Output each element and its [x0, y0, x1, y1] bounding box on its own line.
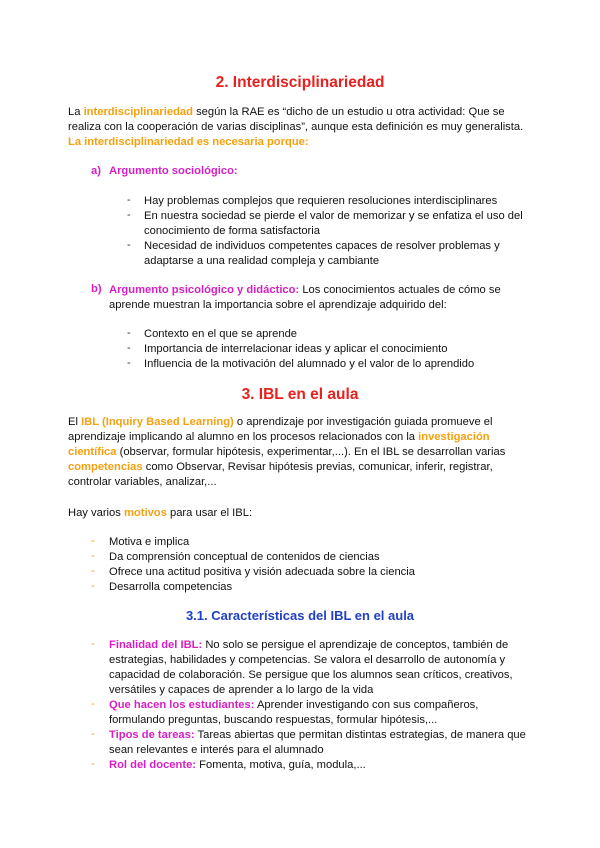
caract-1-line-1: [109, 638, 508, 653]
bullet-dash: -: [91, 550, 95, 562]
ibl-line-3: [68, 445, 505, 460]
intro-pre: La: [68, 106, 84, 118]
b-title: Argumento psicológico y didáctico:: [109, 284, 300, 296]
motivos-pre: Hay varios: [68, 507, 124, 519]
b-line-2: aprende muestran la importancia sobre el aprendizaje adquirido del:: [109, 299, 447, 311]
ibl-term: IBL (Inquiry Based Learning): [81, 416, 234, 428]
bullet-dash: -: [91, 698, 95, 710]
cientifica-term: científica: [68, 446, 117, 458]
a-item-2-line-1: En nuestra sociedad se pierde el valor de memorizar y se enfatiza el uso del: [144, 210, 523, 222]
ibl-line-1: [68, 415, 493, 430]
b-marker: b): [91, 283, 102, 295]
bullet-dash: -: [127, 209, 131, 221]
motivo-4: Desarrolla competencias: [109, 581, 233, 593]
ibl-line-4-rest: como Observar, Revisar hipótesis previas, comunicar, inferir, registrar,: [142, 461, 493, 473]
motivo-2: Da comprensión conceptual de contenidos de ciencias: [109, 551, 380, 563]
intro-rest: según la RAE es “dicho de un estudio u otra actividad: Que se: [192, 106, 505, 118]
motivos-rest: para usar el IBL:: [166, 507, 253, 519]
ibl-pre: El: [68, 416, 82, 428]
finalidad-label: Finalidad del IBL:: [109, 639, 203, 651]
bullet-dash: -: [127, 357, 131, 369]
b-line-1: [109, 283, 501, 298]
section-2-title: 2. Interdisciplinariedad: [215, 74, 385, 91]
motivo-1: Motiva e implica: [109, 536, 190, 548]
motivos-term: motivos: [123, 507, 167, 519]
bullet-dash: -: [91, 535, 95, 547]
ibl-line-5: controlar variables, analizar,...: [68, 476, 217, 488]
ibl-line-2-pre: aprendizaje implicando al alumno en los procesos relacionados con la: [68, 431, 419, 443]
bullet-dash: -: [91, 758, 95, 770]
ibl-line-4: [68, 460, 493, 475]
a-item-2-line-2: conocimiento de forma satisfactoria: [144, 225, 320, 237]
finalidad-text: No solo se persigue el aprendizaje de conceptos, también de: [202, 639, 509, 651]
caract-2-line-2: formulando preguntas, buscando respuestas, formular hipótesis,...: [109, 714, 438, 726]
caract-4-line-1: [109, 758, 366, 773]
a-item-3-line-1: Necesidad de individuos competentes capaces de resolver problemas y: [144, 240, 500, 252]
bullet-dash: -: [91, 638, 95, 650]
section-31-title: 3.1. Características del IBL en el aula: [185, 608, 415, 623]
bullet-dash: -: [127, 194, 131, 206]
intro-line-1: [68, 105, 505, 120]
bullet-dash: -: [127, 342, 131, 354]
docente-text: Fomenta, motiva, guía, modula,...: [196, 759, 366, 771]
a-title: Argumento sociológico:: [109, 165, 238, 177]
b-item-2: Importancia de interrelacionar ideas y aplicar el conocimiento: [144, 343, 448, 355]
bullet-dash: -: [91, 580, 95, 592]
bullet-dash: -: [127, 239, 131, 251]
section-3-title: 3. IBL en el aula: [241, 386, 359, 403]
ibl-line-3-rest: (observar, formular hipótesis, experimentar,...). En el IBL se desarrollan varias: [116, 446, 506, 458]
investigacion-term: investigación: [418, 431, 490, 443]
caract-1-line-4: versátiles y capaces de aprender a lo largo de la vida: [109, 684, 374, 696]
caract-3-line-2: sean relevantes e interés para el alumnado: [109, 744, 324, 756]
estudiantes-text: Aprender investigando con sus compañeros,: [254, 699, 479, 711]
necessary-heading: La interdisciplinariedad es necesaria porque:: [68, 136, 309, 148]
ibl-line-2: [68, 430, 490, 445]
intro-line-2: realiza con la cooperación de varias disciplinas”, aunque esta definición es muy generalista.: [68, 121, 524, 133]
bullet-dash: -: [127, 327, 131, 339]
bullet-dash: -: [91, 728, 95, 740]
bullet-dash: -: [91, 565, 95, 577]
ibl-line-1-rest: o aprendizaje por investigación guiada promueve el: [233, 416, 493, 428]
b-item-1: Contexto en el que se aprende: [144, 328, 298, 340]
tareas-label: Tipos de tareas:: [109, 729, 195, 741]
a-item-3-line-2: adaptarse a una realidad compleja y cambiante: [144, 255, 380, 267]
b-item-3: Influencia de la motivación del alumnado y el valor de lo aprendido: [144, 358, 475, 370]
caract-1-line-3: capacidad de colaboración. Se persigue que los alumnos sean críticos, creativos,: [109, 669, 513, 681]
a-marker: a): [91, 165, 101, 177]
b-line-1-rest: Los conocimientos actuales de cómo se: [299, 284, 501, 296]
motivo-3: Ofrece una actitud positiva y visión adecuada sobre la ciencia: [109, 566, 415, 578]
a-item-1: Hay problemas complejos que requieren resoluciones interdisciplinares: [144, 195, 498, 207]
caract-3-line-1: [109, 728, 526, 743]
intro-term: interdisciplinariedad: [83, 106, 193, 118]
tareas-text: Tareas abiertas que permitan distintas estrategias, de manera que: [194, 729, 526, 741]
estudiantes-label: Que hacen los estudiantes:: [109, 699, 255, 711]
caract-1-line-2: estrategias, habilidades y competencias. Se valora el desarrollo de autonomía y: [109, 654, 506, 666]
competencias-term: competencias: [68, 461, 143, 473]
motivos-intro: [68, 506, 252, 521]
docente-label: Rol del docente:: [109, 759, 197, 771]
caract-2-line-1: [109, 698, 478, 713]
